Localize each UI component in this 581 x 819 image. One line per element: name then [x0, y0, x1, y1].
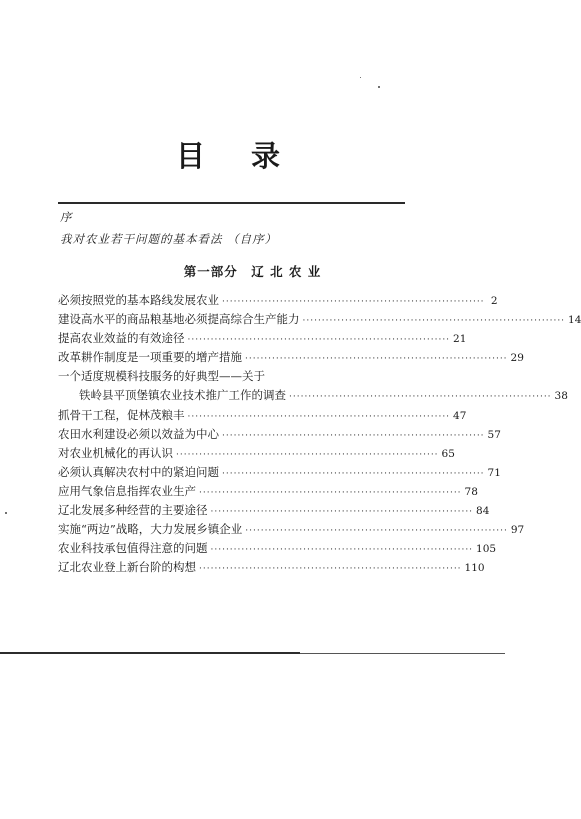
toc-entry-page: 29: [510, 352, 524, 365]
leader-dots: ····································································: [222, 430, 485, 441]
toc-entry-page: 2: [490, 295, 498, 307]
leader-dots: ····································································: [210, 545, 474, 556]
title-char-1: 目: [176, 139, 208, 173]
toc-entry[interactable]: [58, 310, 581, 329]
toc-entry-label: 一个适度规模科技服务的好典型——关于: [58, 369, 265, 384]
toc-entry[interactable]: [58, 386, 568, 405]
toc-entry[interactable]: [58, 348, 524, 367]
leader-dots: ····································································: [210, 507, 474, 518]
toc-entry[interactable]: [58, 329, 467, 348]
toc-entry-label: 建设高水平的商品粮基地必须提高综合生产能力: [58, 312, 300, 327]
leader-dots: ····································································: [222, 468, 485, 479]
toc-entry-label: 抓骨干工程，促林茂粮丰: [58, 407, 185, 422]
toc-entry-label: 改革耕作制度是一项重要的增产措施: [58, 350, 242, 365]
leader-dots: ····································································: [245, 354, 508, 365]
toc-entry-label: 实施“两边”战略，大力发展乡镇企业: [58, 522, 243, 537]
toc-entry-label: 农田水利建设必须以效益为中心: [58, 426, 219, 441]
toc-entry-page: 14: [568, 314, 581, 327]
toc-entry-label: 农业科技承包值得注意的问题: [58, 541, 208, 556]
toc-entry[interactable]: [58, 406, 467, 425]
toc-entry-heading-line[interactable]: [58, 367, 403, 386]
top-divider: [58, 202, 405, 204]
toc-entry[interactable]: [58, 520, 525, 539]
leader-dots: ····································································: [222, 297, 485, 307]
toc-entry-page: 47: [453, 409, 467, 422]
toc-entry[interactable]: [58, 463, 501, 482]
scan-speck: [5, 512, 7, 514]
leader-dots: ····································································: [302, 316, 566, 327]
leader-dots: ····································································: [187, 411, 451, 422]
toc-entry-label: 辽北农业登上新台阶的构想: [58, 560, 196, 575]
toc-entry-page: 65: [441, 447, 455, 460]
toc-entry[interactable]: [58, 291, 498, 310]
leader-dots: ····································································: [245, 526, 508, 537]
toc-entry-label: 必须按照党的基本路线发展农业: [58, 293, 219, 307]
toc-entry[interactable]: [58, 558, 485, 577]
toc-entry-label: 铁岭县平顶堡镇农业技术推广工作的调查: [79, 388, 286, 403]
bottom-divider-left: [0, 652, 300, 654]
leader-dots: ····································································: [176, 449, 439, 460]
leader-dots: ····································································: [199, 564, 462, 575]
title-char-2: 录: [251, 139, 283, 173]
toc-entry-page: 21: [453, 333, 467, 346]
toc-entry[interactable]: [58, 425, 501, 444]
toc-entry-label: 对农业机械化的再认识: [58, 445, 173, 460]
toc-entry-page: 97: [510, 524, 525, 537]
toc-entry-page: 110: [464, 562, 485, 575]
leader-dots: ····································································: [289, 392, 552, 403]
leader-dots: ····································································: [199, 487, 462, 498]
scan-speck: [360, 77, 361, 78]
scan-speck: [378, 86, 380, 88]
preface-title-entry[interactable]: 我对农业若干问题的基本看法 （自序）: [60, 232, 278, 246]
toc-entry-page: 57: [487, 428, 501, 441]
bottom-divider-right: [300, 653, 505, 654]
toc-entry-label: 应用气象信息指挥农业生产: [58, 483, 196, 498]
bottom-divider: [0, 652, 505, 654]
toc-entry-label: 辽北发展多种经营的主要途径: [58, 503, 208, 518]
toc-entry-page: 105: [476, 543, 497, 556]
toc-entry-page: 84: [476, 505, 490, 518]
toc-entry[interactable]: [58, 444, 455, 463]
preface-entry[interactable]: 序: [60, 210, 73, 224]
part-heading: 第一部分 辽 北 农 业: [183, 264, 322, 279]
toc-entry[interactable]: [58, 501, 490, 520]
toc-entry-page: 71: [487, 466, 501, 479]
leader-dots: ····································································: [187, 335, 451, 346]
toc-entry[interactable]: [58, 482, 478, 501]
toc-entry[interactable]: [58, 539, 497, 558]
toc-entry-page: 38: [554, 390, 568, 403]
toc-entry-label: 提高农业效益的有效途径: [58, 331, 185, 346]
toc-entry-label: 必须认真解决农村中的紧迫问题: [58, 464, 219, 479]
toc-entry-page: 78: [464, 485, 478, 498]
toc-list: [58, 291, 581, 577]
